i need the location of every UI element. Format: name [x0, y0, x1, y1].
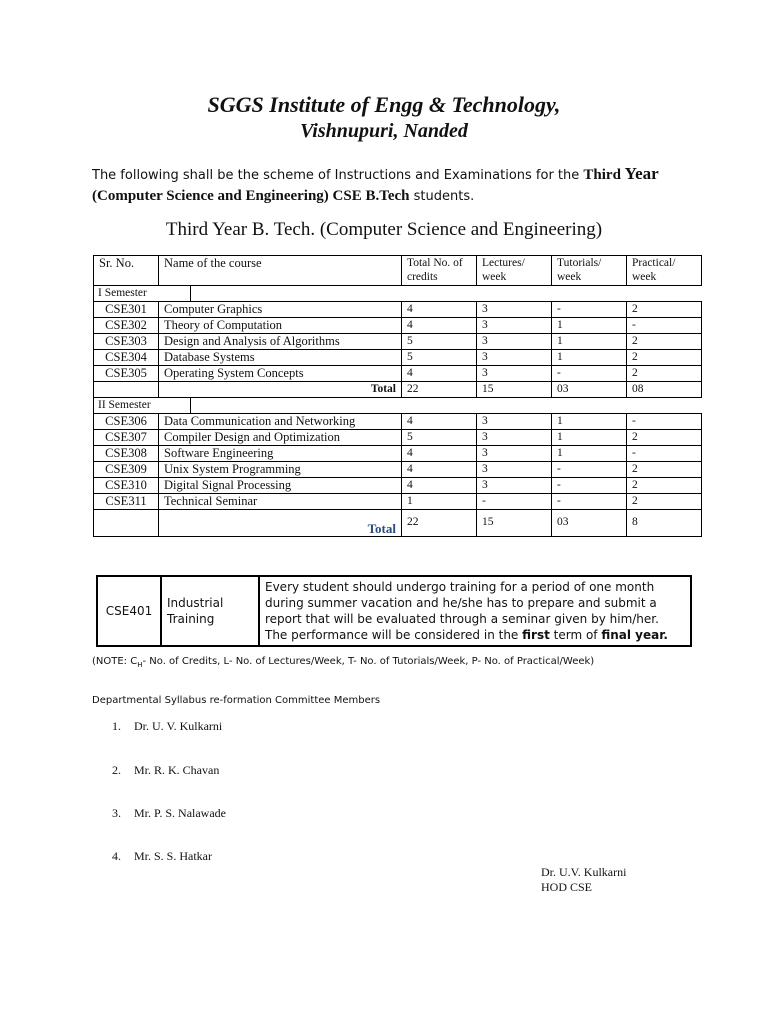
practical-cell: 2 [627, 430, 702, 446]
course-name: Database Systems [159, 350, 402, 366]
practical-cell: 2 [627, 366, 702, 382]
tutorials-cell: - [552, 478, 627, 494]
table-row [94, 350, 702, 366]
table-row [94, 446, 702, 462]
lectures-cell: - [477, 494, 552, 510]
table-header-row [94, 256, 702, 286]
semester-2-total-label: Total [159, 510, 402, 537]
semester-2-total-lectures: 15 [477, 510, 552, 537]
training-description: Every student should undergo training for a period of one month during summer vacation and he/she has to prepare and submit a report that will be evaluated through a seminar given by him/her. The performance will be considered in the first term of final year. [259, 576, 691, 646]
practical-cell: - [627, 446, 702, 462]
semester-1-total-label: Total [159, 382, 402, 398]
semester-1-row [94, 286, 702, 302]
credits-cell: 5 [402, 350, 477, 366]
credits-cell: 5 [402, 334, 477, 350]
course-name: Computer Graphics [159, 302, 402, 318]
tutorials-cell: 1 [552, 318, 627, 334]
semester-2-row [94, 398, 702, 414]
lectures-cell: 3 [477, 462, 552, 478]
semester-1-total-tutorials: 03 [552, 382, 627, 398]
practical-cell: - [627, 414, 702, 430]
course-code: CSE311 [94, 494, 159, 510]
course-name: Design and Analysis of Algorithms [159, 334, 402, 350]
committee-title: Departmental Syllabus re-formation Committee Members [92, 695, 381, 706]
course-code: CSE305 [94, 366, 159, 382]
table-row [94, 318, 702, 334]
semester-2-total-tutorials: 03 [552, 510, 627, 537]
credits-cell: 5 [402, 430, 477, 446]
course-name: Unix System Programming [159, 462, 402, 478]
intro-year: Year [624, 164, 659, 183]
tutorials-cell: 1 [552, 414, 627, 430]
semester-1-total-credits: 22 [402, 382, 477, 398]
table-row [94, 302, 702, 318]
practical-cell: 2 [627, 334, 702, 350]
tutorials-cell: - [552, 302, 627, 318]
intro-text-2: (Computer Science and Engineering) CSE B.Tech [92, 188, 410, 204]
credits-cell: 4 [402, 302, 477, 318]
committee-member: 4. Mr. S. S. Hatkar [112, 849, 212, 863]
header-credits: Total No. of credits [402, 256, 477, 286]
credits-cell: 4 [402, 318, 477, 334]
tutorials-cell: 1 [552, 446, 627, 462]
lectures-cell: 3 [477, 366, 552, 382]
lectures-cell: 3 [477, 334, 552, 350]
lectures-cell: 3 [477, 350, 552, 366]
intro-paragraph [92, 163, 692, 207]
committee-member: 1. Dr. U. V. Kulkarni [112, 719, 223, 733]
semester-1-label: I Semester [94, 286, 402, 302]
intro-third: Third [583, 167, 625, 183]
lectures-cell: 3 [477, 414, 552, 430]
table-row [94, 366, 702, 382]
table-row [94, 494, 702, 510]
course-code: CSE302 [94, 318, 159, 334]
lectures-cell: 3 [477, 318, 552, 334]
institute-location: Vishnupuri, Nanded [300, 120, 468, 142]
signature-title: HOD CSE [541, 880, 593, 894]
credits-cell: 1 [402, 494, 477, 510]
practical-cell: 2 [627, 462, 702, 478]
scheme-table [93, 255, 702, 537]
header-practical: Practical/ week [627, 256, 702, 286]
credits-cell: 4 [402, 414, 477, 430]
training-name: Industrial Training [161, 576, 259, 646]
credits-cell: 4 [402, 446, 477, 462]
tutorials-cell: 1 [552, 334, 627, 350]
course-code: CSE307 [94, 430, 159, 446]
practical-cell: 2 [627, 350, 702, 366]
tutorials-cell: - [552, 462, 627, 478]
semester-1-total-lectures: 15 [477, 382, 552, 398]
table-row [94, 334, 702, 350]
semester-2-total-row [94, 510, 702, 537]
lectures-cell: 3 [477, 430, 552, 446]
course-code: CSE304 [94, 350, 159, 366]
course-name: Theory of Computation [159, 318, 402, 334]
header-tutorials: Tutorials/ week [552, 256, 627, 286]
semester-1-total-practical: 08 [627, 382, 702, 398]
course-name: Digital Signal Processing [159, 478, 402, 494]
course-code: CSE301 [94, 302, 159, 318]
training-row [97, 576, 691, 646]
semester-1-total-row [94, 382, 702, 398]
table-row [94, 462, 702, 478]
semester-2-total-credits: 22 [402, 510, 477, 537]
credits-cell: 4 [402, 478, 477, 494]
signature-name: Dr. U.V. Kulkarni [541, 865, 627, 879]
practical-cell: 2 [627, 494, 702, 510]
table-row [94, 430, 702, 446]
header-lectures: Lectures/ week [477, 256, 552, 286]
course-name: Operating System Concepts [159, 366, 402, 382]
table-row [94, 478, 702, 494]
credits-cell: 4 [402, 366, 477, 382]
practical-cell: 2 [627, 302, 702, 318]
course-name: Software Engineering [159, 446, 402, 462]
lectures-cell: 3 [477, 302, 552, 318]
institute-title: SGGS Institute of Engg & Technology, [207, 92, 561, 117]
practical-cell: - [627, 318, 702, 334]
semester-2-total-practical: 8 [627, 510, 702, 537]
tutorials-cell: - [552, 494, 627, 510]
course-name: Technical Seminar [159, 494, 402, 510]
intro-text-3: students. [409, 189, 475, 204]
tutorials-cell: - [552, 366, 627, 382]
training-table [96, 575, 692, 647]
course-name: Compiler Design and Optimization [159, 430, 402, 446]
course-code: CSE310 [94, 478, 159, 494]
tutorials-cell: 1 [552, 350, 627, 366]
course-code: CSE309 [94, 462, 159, 478]
committee-member: 3. Mr. P. S. Nalawade [112, 806, 226, 820]
table-row [94, 414, 702, 430]
lectures-cell: 3 [477, 478, 552, 494]
course-code: CSE308 [94, 446, 159, 462]
practical-cell: 2 [627, 478, 702, 494]
scheme-heading: Third Year B. Tech. (Computer Science and Engineering) [165, 219, 603, 240]
committee-member: 2. Mr. R. K. Chavan [112, 763, 220, 777]
intro-text-1: The following shall be the scheme of Instructions and Examinations for the [92, 168, 584, 183]
header-sr-no: Sr. No. [94, 256, 159, 286]
course-code: CSE306 [94, 414, 159, 430]
course-name: Data Communication and Networking [159, 414, 402, 430]
training-code: CSE401 [97, 576, 161, 646]
semester-2-label: II Semester [94, 398, 402, 414]
note-text: (NOTE: $C_H-$ No. of Credits, L- No. of Lectures/Week, T- No. of Tutorials/Week, P- No. of Practical/Week) [92, 656, 595, 669]
header-course-name: Name of the course [159, 256, 402, 286]
credits-cell: 4 [402, 462, 477, 478]
course-code: CSE303 [94, 334, 159, 350]
tutorials-cell: 1 [552, 430, 627, 446]
lectures-cell: 3 [477, 446, 552, 462]
